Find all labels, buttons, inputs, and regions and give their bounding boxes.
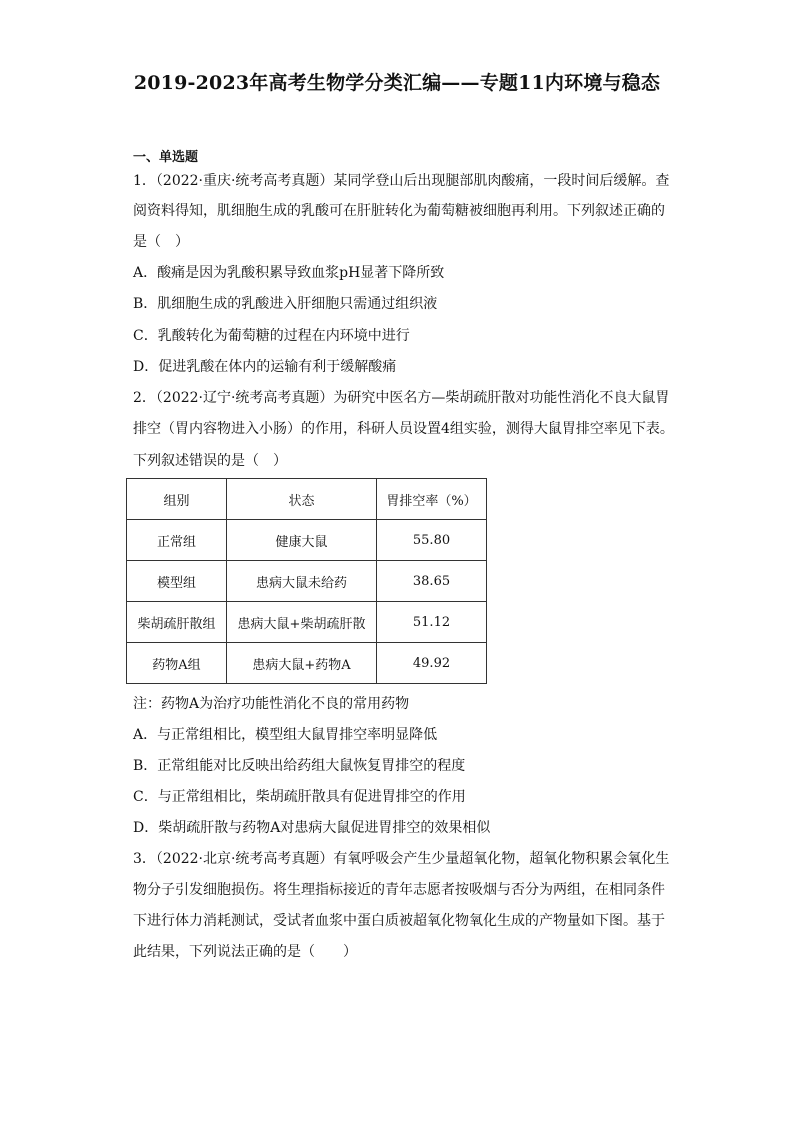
question-1-option-a: A．酸痛是因为乳酸积累导致血浆pH显著下降所致: [133, 265, 445, 281]
gastric-emptying-table: [126, 478, 487, 684]
page-title: 2019-2023年高考生物学分类汇编——专题11内环境与稳态: [133, 72, 661, 94]
question-1-option-b: B．肌细胞生成的乳酸进入肝细胞只需通过组织液: [133, 296, 438, 312]
table-cell: 模型组: [127, 561, 227, 602]
table-row: [127, 602, 487, 643]
table-header-cell: 状态: [227, 479, 377, 520]
table-row: [127, 643, 487, 684]
question-2-line-2: 排空（胃内容物进入小肠）的作用，科研人员设置4组实验，测得大鼠胃排空率见下表。: [133, 421, 674, 437]
table-cell: 38.65: [377, 561, 487, 602]
question-3-line-3: 下进行体力消耗测试，受试者血浆中蛋白质被超氧化物氧化生成的产物量如下图。基于: [133, 913, 665, 929]
question-3-line-4: 此结果，下列说法正确的是（ ）: [133, 944, 357, 960]
table-cell: 药物A组: [127, 643, 227, 684]
table-cell: 患病大鼠+柴胡疏肝散: [227, 602, 377, 643]
table-note: 注：药物A为治疗功能性消化不良的常用药物: [133, 696, 410, 712]
question-2-option-b: B．正常组能对比反映出给药组大鼠恢复胃排空的程度: [133, 758, 466, 774]
table-cell: 51.12: [377, 602, 487, 643]
question-2-option-c: C．与正常组相比，柴胡疏肝散具有促进胃排空的作用: [133, 789, 466, 805]
table-header-cell: 胃排空率（%）: [377, 479, 487, 520]
section-heading: 一、单选题: [133, 150, 199, 165]
question-2-option-d: D．柴胡疏肝散与药物A对患病大鼠促进胃排空的效果相似: [133, 820, 491, 836]
question-2-line-3: 下列叙述错误的是（ ）: [133, 453, 287, 469]
question-1-option-d: D．促进乳酸在体内的运输有利于缓解酸痛: [133, 359, 397, 375]
question-1-line-2: 阅资料得知，肌细胞生成的乳酸可在肝脏转化为葡萄糖被细胞再利用。下列叙述正确的: [133, 203, 665, 219]
table-cell: 柴胡疏肝散组: [127, 602, 227, 643]
question-3-line-2: 物分子引发细胞损伤。将生理指标接近的青年志愿者按吸烟与否分为两组，在相同条件: [133, 882, 665, 898]
table-cell: 患病大鼠+药物A: [227, 643, 377, 684]
question-3-line-1: 3．（2022·北京·统考高考真题）有氧呼吸会产生少量超氧化物，超氧化物积累会氧化生: [133, 851, 670, 867]
table-row: [127, 520, 487, 561]
table-cell: 正常组: [127, 520, 227, 561]
table-cell: 健康大鼠: [227, 520, 377, 561]
table-cell: 患病大鼠未给药: [227, 561, 377, 602]
table-header-row: [127, 479, 487, 520]
question-1-option-c: C．乳酸转化为葡萄糖的过程在内环境中进行: [133, 328, 410, 344]
table-cell: 49.92: [377, 643, 487, 684]
table-row: [127, 561, 487, 602]
table-cell: 55.80: [377, 520, 487, 561]
question-2-line-1: 2．（2022·辽宁·统考高考真题）为研究中医名方—柴胡疏肝散对功能性消化不良大鼠胃: [133, 390, 670, 406]
question-1-line-3: 是（ ）: [133, 234, 189, 250]
table-header-cell: 组别: [127, 479, 227, 520]
question-2-option-a: A．与正常组相比，模型组大鼠胃排空率明显降低: [133, 727, 438, 743]
question-1-line-1: 1．（2022·重庆·统考高考真题）某同学登山后出现腿部肌肉酸痛，一段时间后缓解。查: [133, 173, 670, 189]
